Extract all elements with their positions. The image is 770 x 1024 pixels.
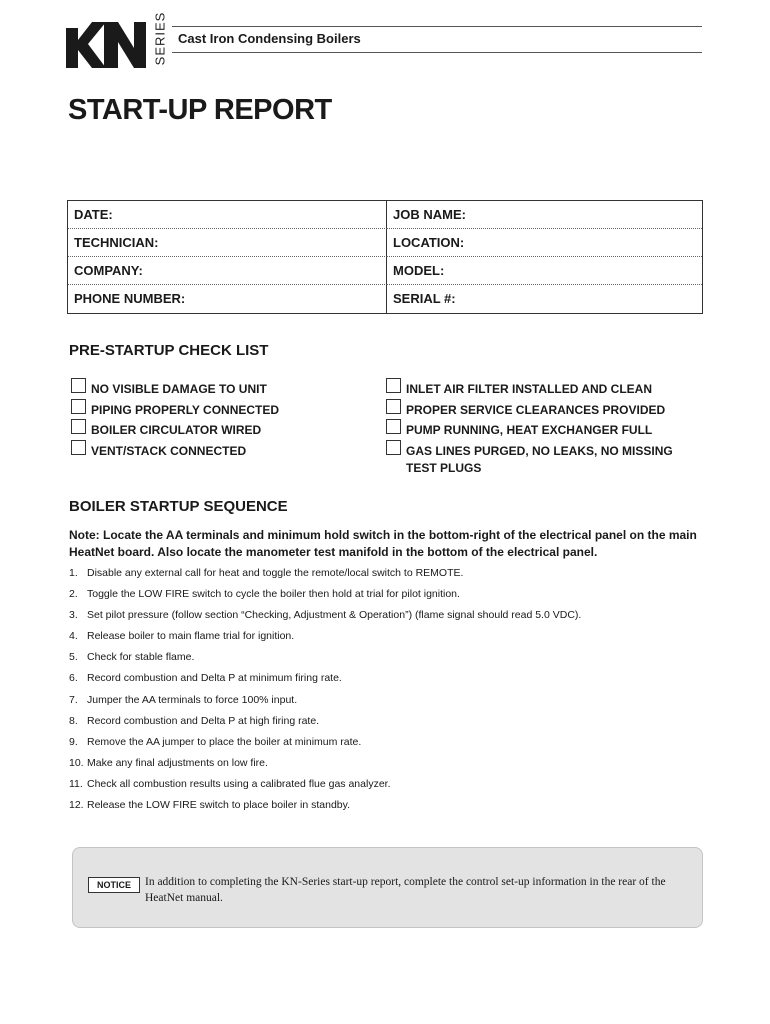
checkbox[interactable]	[386, 440, 401, 455]
checklist-item[interactable]	[386, 378, 706, 399]
step-item: 6. Record combustion and Delta P at minimum firing rate.	[69, 672, 342, 685]
step-item: 5. Check for stable flame.	[69, 651, 195, 664]
step-item: 3. Set pilot pressure (follow section “Checking, Adjustment & Operation”) (flame signal should read 5.0 VDC).	[69, 609, 582, 622]
step-item: 12. Release the LOW FIRE switch to place boiler in standby.	[69, 799, 351, 812]
checkbox[interactable]	[386, 419, 401, 434]
technician-field[interactable]: TECHNICIAN:	[68, 229, 387, 257]
step-item: 2. Toggle the LOW FIRE switch to cycle the boiler then hold at trial for pilot ignition.	[69, 588, 460, 601]
header-subtitle: Cast Iron Condensing Boilers	[178, 31, 361, 46]
sequence-title: BOILER STARTUP SEQUENCE	[69, 498, 288, 515]
checklist-item[interactable]	[71, 419, 371, 440]
checklist-item[interactable]	[386, 419, 706, 440]
checkbox[interactable]	[71, 419, 86, 434]
step-item: 7. Jumper the AA terminals to force 100% input.	[69, 693, 298, 706]
model-field[interactable]: MODEL:	[387, 257, 702, 285]
job-name-field[interactable]: JOB NAME:	[387, 201, 702, 229]
step-item: 9. Remove the AA jumper to place the boiler at minimum rate.	[69, 735, 362, 748]
checkbox[interactable]	[71, 440, 86, 455]
checklist-title: PRE-STARTUP CHECK LIST	[69, 342, 269, 359]
checkbox[interactable]	[71, 378, 86, 393]
step-item: 4. Release boiler to main flame trial for ignition.	[69, 630, 295, 643]
checklist-item-label: PUMP RUNNING, HEAT EXCHANGER FULL	[406, 423, 653, 437]
header-rule-bottom	[172, 52, 702, 53]
date-field[interactable]: DATE:	[68, 201, 387, 229]
location-field[interactable]: LOCATION:	[387, 229, 702, 257]
step-item: 1. Disable any external call for heat and toggle the remote/local switch to REMOTE.	[69, 567, 464, 579]
phone-number-field[interactable]: PHONE NUMBER:	[68, 285, 387, 313]
checklist-item-label: PROPER SERVICE CLEARANCES PROVIDED	[406, 402, 666, 417]
checklist-item[interactable]	[71, 440, 371, 461]
page-title: START-UP REPORT	[68, 94, 332, 126]
step-item: 10. Make any final adjustments on low fire.	[69, 756, 268, 769]
checklist-item[interactable]	[71, 399, 371, 420]
checklist-right-column	[386, 378, 706, 478]
notice-text: In addition to completing the KN-Series start-up report, complete the control set-up information in the rear of the HeatNet manual.	[145, 876, 666, 904]
header-rule-top	[172, 26, 702, 27]
logo-series-label: SERIES	[152, 11, 168, 65]
sequence-note: Note: Locate the AA terminals and minimum hold switch in the bottom-right of the electrical panel on the main HeatNet board. Also locate the manometer test manifold in the bottom of the electrical panel.	[69, 528, 697, 559]
checkbox[interactable]	[386, 378, 401, 393]
serial-field[interactable]: SERIAL #:	[393, 291, 456, 306]
checklist-item-label: BOILER CIRCULATOR WIRED	[91, 423, 262, 437]
job-info-table	[67, 200, 703, 314]
checklist-item-label: INLET AIR FILTER INSTALLED AND CLEAN	[406, 382, 652, 396]
checklist-item-label: VENT/STACK CONNECTED	[91, 443, 247, 458]
checklist-item[interactable]	[71, 378, 371, 399]
company-field[interactable]: COMPANY:	[68, 257, 387, 285]
sequence-steps	[69, 567, 709, 820]
checkbox[interactable]	[71, 399, 86, 414]
step-item: 11. Check all combustion results using a calibrated flue gas analyzer.	[69, 777, 391, 790]
checklist-item[interactable]	[386, 440, 706, 478]
checklist-item-label: GAS LINES PURGED, NO LEAKS, NO MISSING TEST PLUGS	[406, 443, 673, 475]
notice-box	[72, 847, 703, 928]
checklist-left-column	[71, 378, 371, 460]
checklist-item-label: NO VISIBLE DAMAGE TO UNIT	[91, 382, 267, 396]
notice-badge: NOTICE	[88, 877, 140, 893]
checklist-item[interactable]	[386, 399, 706, 420]
checklist-item-label: PIPING PROPERLY CONNECTED	[91, 402, 280, 417]
step-item: 8. Record combustion and Delta P at high firing rate.	[69, 714, 320, 727]
checkbox[interactable]	[386, 399, 401, 414]
